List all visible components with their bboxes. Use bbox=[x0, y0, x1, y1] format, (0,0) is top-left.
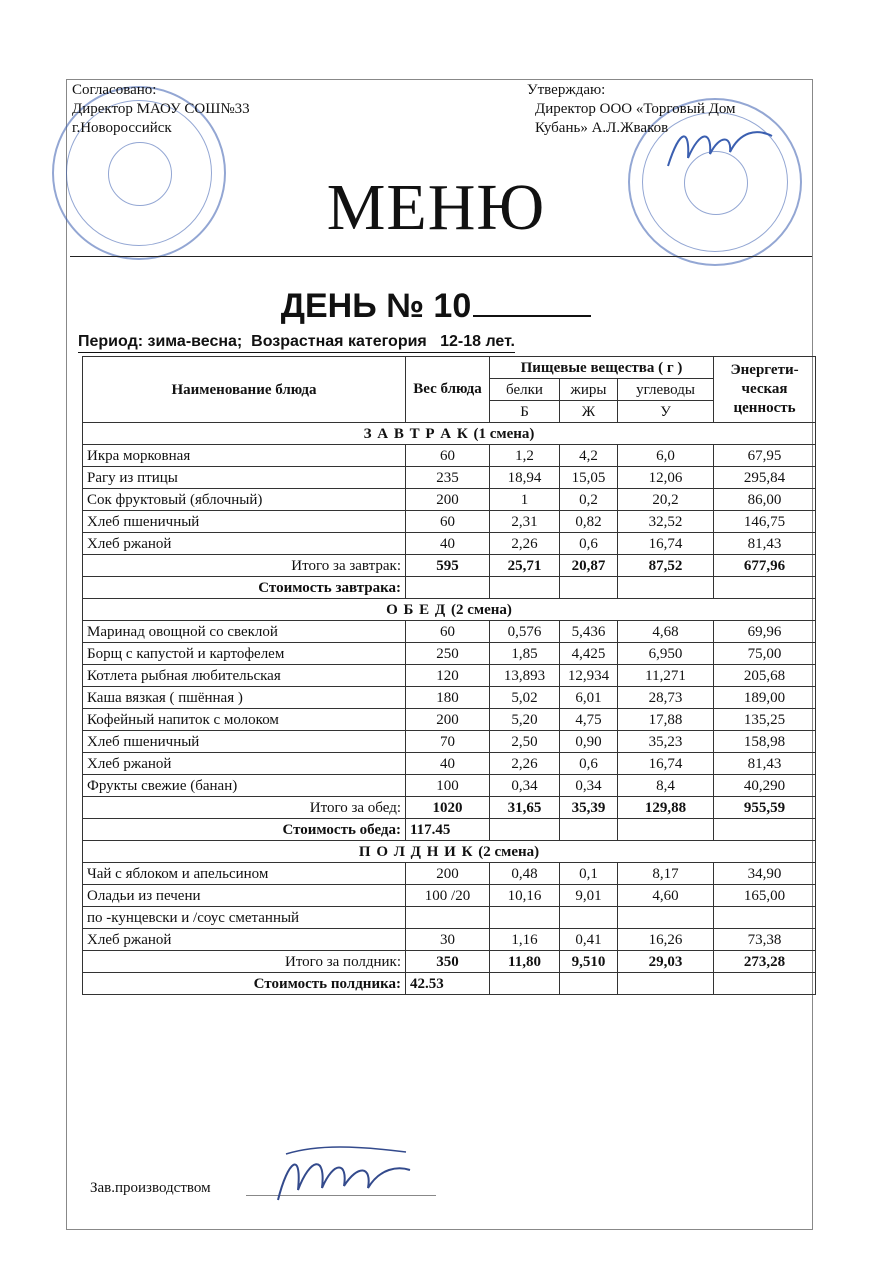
snack-section-title bbox=[83, 841, 816, 863]
cost-empty-cell bbox=[560, 577, 618, 599]
table-row bbox=[83, 489, 816, 511]
cell-weight: 200 bbox=[406, 863, 490, 885]
col-header-energy: Энергети-ческая ценность bbox=[714, 357, 816, 423]
cell-name: Икра морковная bbox=[83, 445, 406, 467]
cell-protein: 18,94 bbox=[490, 467, 560, 489]
cell-energy: 73,38 bbox=[714, 929, 816, 951]
col-header-fat: жиры bbox=[560, 379, 618, 401]
cell-carbs: 6,950 bbox=[618, 643, 714, 665]
table-row bbox=[83, 709, 816, 731]
cell-fat: 4,2 bbox=[560, 445, 618, 467]
cell-weight: 30 bbox=[406, 929, 490, 951]
table-row bbox=[83, 665, 816, 687]
snack-total-row bbox=[83, 951, 816, 973]
production-manager-signature bbox=[268, 1140, 418, 1220]
total-fat: 35,39 bbox=[560, 797, 618, 819]
col-header-carbs: углеводы bbox=[618, 379, 714, 401]
cell-energy: 86,00 bbox=[714, 489, 816, 511]
snack-cost-row bbox=[83, 973, 816, 995]
cell-name: Кофейный напиток с молоком bbox=[83, 709, 406, 731]
cell-protein: 1,16 bbox=[490, 929, 560, 951]
approval-left-line3: г.Новороссийск bbox=[72, 120, 172, 136]
cost-empty-cell bbox=[490, 819, 560, 841]
cell-carbs: 32,52 bbox=[618, 511, 714, 533]
cost-empty-cell bbox=[618, 973, 714, 995]
table-row bbox=[83, 863, 816, 885]
cell-protein: 5,20 bbox=[490, 709, 560, 731]
cell-protein: 1 bbox=[490, 489, 560, 511]
cell-weight: 70 bbox=[406, 731, 490, 753]
lunch-shift: (2 смена) bbox=[451, 601, 512, 618]
total-protein: 25,71 bbox=[490, 555, 560, 577]
total-name: Итого за обед: bbox=[83, 797, 406, 819]
cost-empty-cell bbox=[490, 973, 560, 995]
cell-carbs: 16,74 bbox=[618, 753, 714, 775]
cell-name: Хлеб ржаной bbox=[83, 533, 406, 555]
approval-right-line2: Директор ООО «Торговый Дом bbox=[535, 101, 736, 117]
total-weight: 1020 bbox=[406, 797, 490, 819]
col-header-protein-short: Б bbox=[490, 401, 560, 423]
cost-empty-cell bbox=[714, 973, 816, 995]
cell-energy: 158,98 bbox=[714, 731, 816, 753]
cell-fat: 4,425 bbox=[560, 643, 618, 665]
cell-energy: 81,43 bbox=[714, 753, 816, 775]
cell-carbs: 16,74 bbox=[618, 533, 714, 555]
cell-protein: 2,50 bbox=[490, 731, 560, 753]
table-row bbox=[83, 929, 816, 951]
menu-table bbox=[82, 356, 816, 995]
cell-fat: 4,75 bbox=[560, 709, 618, 731]
cell-name: Хлеб пшеничный bbox=[83, 511, 406, 533]
cost-value: 42.53 bbox=[406, 973, 490, 995]
cell-protein: 2,26 bbox=[490, 533, 560, 555]
cell-energy: 69,96 bbox=[714, 621, 816, 643]
day-label: ДЕНЬ № 10 bbox=[280, 287, 472, 325]
cell-protein: 0,34 bbox=[490, 775, 560, 797]
cell-carbs: 11,271 bbox=[618, 665, 714, 687]
lunch-total-row bbox=[83, 797, 816, 819]
cell-name: Борщ с капустой и картофелем bbox=[83, 643, 406, 665]
col-header-name: Наименование блюда bbox=[83, 357, 406, 423]
cell-weight: 40 bbox=[406, 753, 490, 775]
approval-right-line3: Кубань» А.Л.Жваков bbox=[535, 120, 669, 136]
cell-weight bbox=[406, 907, 490, 929]
cell-carbs: 6,0 bbox=[618, 445, 714, 467]
day-blank-line bbox=[473, 287, 591, 317]
cell-weight: 235 bbox=[406, 467, 490, 489]
breakfast-section-header bbox=[83, 423, 816, 445]
total-carbs: 29,03 bbox=[618, 951, 714, 973]
approval-left bbox=[72, 81, 250, 138]
table-row bbox=[83, 533, 816, 555]
cost-empty-cell bbox=[618, 819, 714, 841]
cell-carbs: 17,88 bbox=[618, 709, 714, 731]
cell-carbs: 8,17 bbox=[618, 863, 714, 885]
approval-right-line1: Утверждаю: bbox=[527, 82, 606, 98]
cost-label: Стоимость завтрака: bbox=[83, 577, 406, 599]
cell-carbs: 4,60 bbox=[618, 885, 714, 907]
cell-name: Котлета рыбная любительская bbox=[83, 665, 406, 687]
cost-label: Стоимость обеда: bbox=[83, 819, 406, 841]
cost-label: Стоимость полдника: bbox=[83, 973, 406, 995]
cell-carbs: 16,26 bbox=[618, 929, 714, 951]
cell-protein bbox=[490, 907, 560, 929]
snack-title: П О Л Д Н И К bbox=[358, 843, 474, 860]
cell-weight: 200 bbox=[406, 489, 490, 511]
lunch-cost-row bbox=[83, 819, 816, 841]
cell-name: Хлеб ржаной bbox=[83, 929, 406, 951]
cell-name: Чай с яблоком и апельсином bbox=[83, 863, 406, 885]
table-row bbox=[83, 731, 816, 753]
cell-weight: 60 bbox=[406, 445, 490, 467]
cell-weight: 40 bbox=[406, 533, 490, 555]
total-protein: 11,80 bbox=[490, 951, 560, 973]
period-line: Период: зима-весна; Возрастная категория 12-18 лет. bbox=[78, 332, 515, 353]
table-row bbox=[83, 445, 816, 467]
cell-fat: 0,41 bbox=[560, 929, 618, 951]
cell-fat: 0,34 bbox=[560, 775, 618, 797]
table-row bbox=[83, 467, 816, 489]
cell-protein: 0,576 bbox=[490, 621, 560, 643]
breakfast-title: З А В Т Р А К bbox=[363, 425, 469, 442]
total-fat: 20,87 bbox=[560, 555, 618, 577]
breakfast-total-row bbox=[83, 555, 816, 577]
table-row bbox=[83, 687, 816, 709]
cost-empty-cell bbox=[490, 577, 560, 599]
title-divider bbox=[70, 256, 812, 257]
menu-table-body bbox=[83, 423, 816, 995]
cell-weight: 60 bbox=[406, 511, 490, 533]
cost-empty-cell bbox=[618, 577, 714, 599]
cell-energy: 295,84 bbox=[714, 467, 816, 489]
approval-left-line1: Согласовано: bbox=[72, 82, 157, 98]
cell-fat: 0,2 bbox=[560, 489, 618, 511]
cell-protein: 2,31 bbox=[490, 511, 560, 533]
cell-energy: 135,25 bbox=[714, 709, 816, 731]
cell-protein: 5,02 bbox=[490, 687, 560, 709]
col-header-fat-short: Ж bbox=[560, 401, 618, 423]
table-row bbox=[83, 621, 816, 643]
footer-label: Зав.производством bbox=[90, 1180, 211, 1196]
cost-value: 117.45 bbox=[406, 819, 490, 841]
cell-weight: 100 /20 bbox=[406, 885, 490, 907]
lunch-section-title bbox=[83, 599, 816, 621]
cell-weight: 120 bbox=[406, 665, 490, 687]
table-row bbox=[83, 907, 816, 929]
total-carbs: 87,52 bbox=[618, 555, 714, 577]
cell-carbs: 12,06 bbox=[618, 467, 714, 489]
cell-fat: 0,6 bbox=[560, 533, 618, 555]
total-weight: 350 bbox=[406, 951, 490, 973]
cell-energy: 81,43 bbox=[714, 533, 816, 555]
cell-carbs bbox=[618, 907, 714, 929]
total-name: Итого за полдник: bbox=[83, 951, 406, 973]
cell-name: по -кунцевски и /соус сметанный bbox=[83, 907, 406, 929]
cell-fat: 9,01 bbox=[560, 885, 618, 907]
cell-energy: 189,00 bbox=[714, 687, 816, 709]
table-row bbox=[83, 753, 816, 775]
total-carbs: 129,88 bbox=[618, 797, 714, 819]
cell-protein: 1,85 bbox=[490, 643, 560, 665]
total-energy: 273,28 bbox=[714, 951, 816, 973]
cost-empty-cell bbox=[714, 819, 816, 841]
total-energy: 955,59 bbox=[714, 797, 816, 819]
cell-energy: 67,95 bbox=[714, 445, 816, 467]
cell-fat: 0,82 bbox=[560, 511, 618, 533]
cell-fat: 6,01 bbox=[560, 687, 618, 709]
cell-protein: 10,16 bbox=[490, 885, 560, 907]
cell-energy: 165,00 bbox=[714, 885, 816, 907]
cell-carbs: 4,68 bbox=[618, 621, 714, 643]
cell-protein: 1,2 bbox=[490, 445, 560, 467]
cost-empty-cell bbox=[560, 819, 618, 841]
cell-energy: 75,00 bbox=[714, 643, 816, 665]
cell-name: Маринад овощной со свеклой bbox=[83, 621, 406, 643]
cell-carbs: 35,23 bbox=[618, 731, 714, 753]
total-energy: 677,96 bbox=[714, 555, 816, 577]
table-row bbox=[83, 775, 816, 797]
cell-carbs: 28,73 bbox=[618, 687, 714, 709]
breakfast-shift: (1 смена) bbox=[473, 425, 535, 442]
cell-name: Сок фруктовый (яблочный) bbox=[83, 489, 406, 511]
cell-energy bbox=[714, 907, 816, 929]
snack-shift: (2 смена) bbox=[478, 843, 540, 860]
cell-name: Хлеб ржаной bbox=[83, 753, 406, 775]
cell-fat bbox=[560, 907, 618, 929]
lunch-title: О Б Е Д bbox=[386, 601, 447, 618]
cell-weight: 100 bbox=[406, 775, 490, 797]
cell-energy: 34,90 bbox=[714, 863, 816, 885]
cell-fat: 15,05 bbox=[560, 467, 618, 489]
cell-carbs: 8,4 bbox=[618, 775, 714, 797]
cell-name: Хлеб пшеничный bbox=[83, 731, 406, 753]
cell-protein: 0,48 bbox=[490, 863, 560, 885]
total-protein: 31,65 bbox=[490, 797, 560, 819]
cell-fat: 5,436 bbox=[560, 621, 618, 643]
cell-name: Фрукты свежие (банан) bbox=[83, 775, 406, 797]
cell-name: Оладьи из печени bbox=[83, 885, 406, 907]
snack-section-header bbox=[83, 841, 816, 863]
cell-fat: 0,6 bbox=[560, 753, 618, 775]
cell-energy: 40,290 bbox=[714, 775, 816, 797]
col-header-carbs-short: У bbox=[618, 401, 714, 423]
cell-weight: 180 bbox=[406, 687, 490, 709]
approval-left-line2: Директор МАОУ СОШ№33 bbox=[72, 101, 250, 117]
page-title: МЕНЮ bbox=[326, 171, 546, 244]
cell-weight: 60 bbox=[406, 621, 490, 643]
cell-fat: 0,1 bbox=[560, 863, 618, 885]
cell-fat: 12,934 bbox=[560, 665, 618, 687]
cost-empty-cell bbox=[714, 577, 816, 599]
table-row bbox=[83, 885, 816, 907]
total-name: Итого за завтрак: bbox=[83, 555, 406, 577]
table-row bbox=[83, 643, 816, 665]
col-header-protein: белки bbox=[490, 379, 560, 401]
cell-name: Рагу из птицы bbox=[83, 467, 406, 489]
lunch-section-header bbox=[83, 599, 816, 621]
cell-energy: 205,68 bbox=[714, 665, 816, 687]
cell-weight: 250 bbox=[406, 643, 490, 665]
cell-weight: 200 bbox=[406, 709, 490, 731]
cell-carbs: 20,2 bbox=[618, 489, 714, 511]
cell-energy: 146,75 bbox=[714, 511, 816, 533]
breakfast-section-title bbox=[83, 423, 816, 445]
cell-protein: 13,893 bbox=[490, 665, 560, 687]
col-header-nutrients: Пищевые вещества ( г ) bbox=[490, 357, 714, 379]
table-row bbox=[83, 511, 816, 533]
cell-fat: 0,90 bbox=[560, 731, 618, 753]
total-weight: 595 bbox=[406, 555, 490, 577]
total-fat: 9,510 bbox=[560, 951, 618, 973]
cost-empty-cell bbox=[560, 973, 618, 995]
cell-name: Каша вязкая ( пшённая ) bbox=[83, 687, 406, 709]
breakfast-cost-row bbox=[83, 577, 816, 599]
cell-protein: 2,26 bbox=[490, 753, 560, 775]
day-heading bbox=[0, 284, 872, 328]
cost-value bbox=[406, 577, 490, 599]
col-header-weight: Вес блюда bbox=[406, 357, 490, 423]
